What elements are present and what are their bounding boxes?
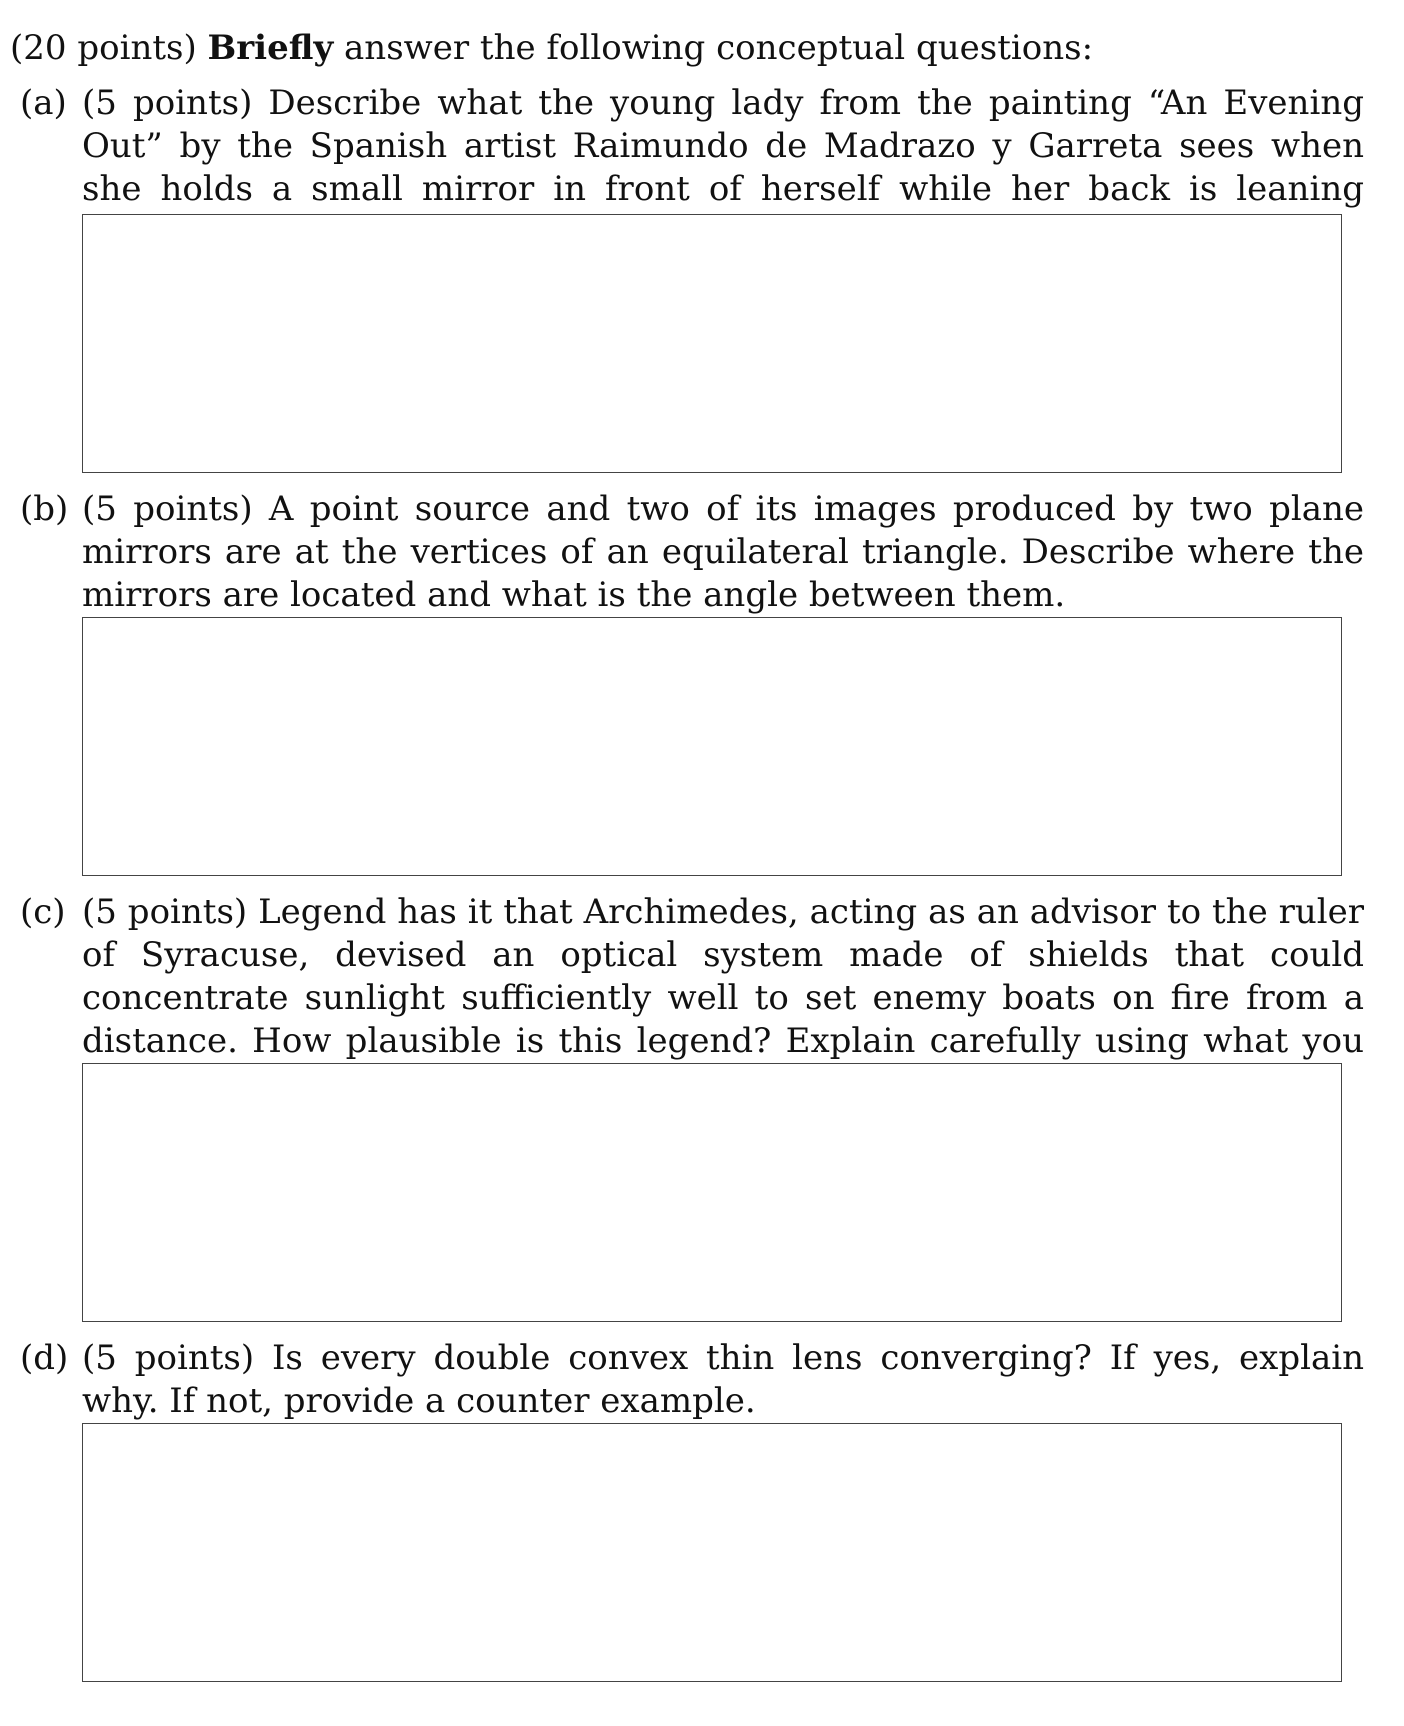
intro-instruction: answer the following conceptual questions: <box>333 28 1094 68</box>
intro-points: (20 points) <box>10 28 208 68</box>
question-d <box>20 1337 1364 1423</box>
question-a-label: (a) <box>20 83 67 123</box>
question-d-text: (5 points) Is every double convex thin lens converging? If yes, explain why. If not, provide a counter example. <box>82 1338 1364 1421</box>
question-b-text: (5 points) A point source and two of its images produced by two plane mirrors are at the vertices of an equilateral triangle. Describe where the mirrors are located and what is the angle between them. <box>82 489 1364 615</box>
question-d-label: (d) <box>20 1338 69 1378</box>
problem-intro <box>10 26 1093 70</box>
question-b <box>20 488 1364 617</box>
question-b-label: (b) <box>20 489 69 529</box>
answer-box-c[interactable] <box>82 1063 1342 1322</box>
answer-box-d[interactable] <box>82 1423 1342 1682</box>
question-c-text: (5 points) Legend has it that Archimedes, acting as an advisor to the ruler of Syracuse, devised an optical system made of shields that could concentrate sunlight sufficiently well to set enemy boats on fire from a distance. How plausible is this legend? Explain carefully using what you <box>82 892 1364 1061</box>
question-a-text: (5 points) Describe what the young lady from the painting “An Evening Out” by the Spanish artist Raimundo de Madrazo y Garreta sees when she holds a small mirror in front of herself while her back is leaning <box>82 83 1364 209</box>
answer-box-b[interactable] <box>82 617 1342 876</box>
intro-bold-word: Briefly <box>207 28 334 68</box>
answer-box-a[interactable] <box>82 214 1342 473</box>
question-c-label: (c) <box>20 892 66 932</box>
